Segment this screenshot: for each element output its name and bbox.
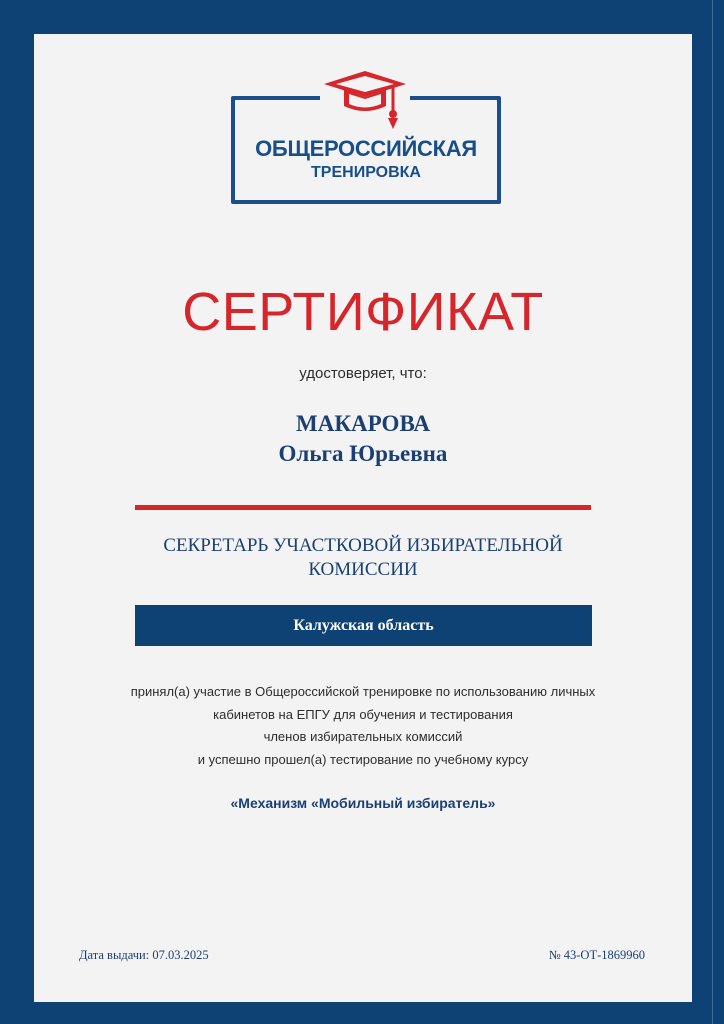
issue-date: Дата выдачи: 07.03.2025 xyxy=(79,948,209,962)
region-label: Калужская область xyxy=(293,616,434,634)
recipient-role xyxy=(94,534,632,582)
region-banner xyxy=(135,605,592,646)
certificate-title: СЕРТИФИКАТ xyxy=(182,282,544,342)
graduation-cap-icon xyxy=(320,68,410,130)
body-line: принял(а) участие в Общероссийской тренировке по использованию личных xyxy=(130,684,596,699)
course-name: «Механизм «Мобильный избиратель» xyxy=(230,795,496,811)
certificate-page xyxy=(34,34,692,1002)
body-line: и успешно прошел(а) тестирование по учебному курсу xyxy=(197,751,529,767)
role-line-1: СЕКРЕТАРЬ УЧАСТКОВОЙ ИЗБИРАТЕЛЬНОЙ xyxy=(163,535,563,556)
recipient-given-names: Ольга Юрьевна xyxy=(278,441,448,466)
logo-title-line1: ОБЩЕРОССИЙСКАЯ xyxy=(255,136,477,161)
recipient-surname: МАКАРОВА xyxy=(296,411,430,436)
body-line: кабинетов на ЕПГУ для обучения и тестирования xyxy=(213,706,513,722)
red-divider xyxy=(135,505,591,510)
frame-edge-line xyxy=(712,0,713,1024)
certifies-text: удостоверяет, что: xyxy=(299,365,427,382)
body-line: членов избирательных комиссий xyxy=(263,729,463,744)
role-line-2: КОМИССИИ xyxy=(308,559,418,580)
participation-text xyxy=(74,681,652,771)
logo-title-line2: ТРЕНИРОВКА xyxy=(311,164,421,181)
certificate-number: № 43-ОТ-1869960 xyxy=(548,948,645,962)
